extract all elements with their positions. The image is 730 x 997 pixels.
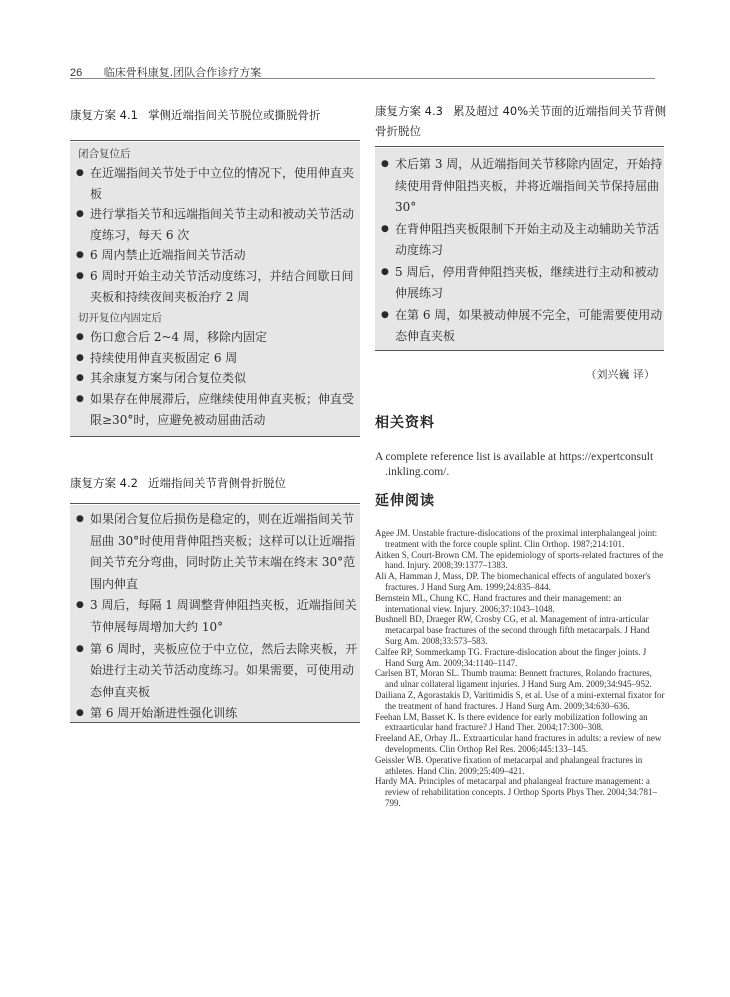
list-item: ● 术后第 3 周，从近端指间关节移除内固定，开始持续使用背伸阻挡夹板，并将近端指间关节保持屈曲 30° [375,154,664,219]
protocol-4-1-title [70,105,320,125]
protocol-4-2-list [70,509,360,725]
protocol-4-2-label: 康复方案 4.2 [70,476,138,490]
closed-reduction-heading: 闭合复位后 [78,148,131,160]
reference-entry: Bernstein ML, Chung KC. Hand fractures and their management: an international view. Injury. 2006;37:1043–1048. [375,592,622,614]
reference-entry: Dailiana Z, Agorastakis D, Varitimidis S, et al. Use of a mini-external fixator for the treatment of hand fractures. J Hand Surg Am. 2009;34:630–636. [375,689,665,711]
list-item: ● 6 周时开始主动关节活动度练习，并结合间歇日间夹板和持续夜间夹板治疗 2 周 [70,266,360,307]
further-reading-heading: 延伸阅读 [375,493,435,509]
protocol-4-3-title [375,101,667,141]
list-item: ● 进行掌指关节和远端指间关节主动和被动关节活动度练习，每天 6 次 [70,204,360,245]
protocol-4-1-label: 康复方案 4.1 [70,108,138,122]
reference-entry: Feehan LM, Basset K. Is there evidence for early mobilization following an extraarticular hand fracture? J Hand Ther. 2004;17:300–308. [375,711,648,733]
list-item: ● 3 周后，每隔 1 周调整背伸阻挡夹板，近端指间关节伸展每周增加大约 10° [70,595,360,638]
protocol-4-3-label: 康复方案 4.3 [375,104,443,118]
header-divider [70,78,655,79]
further-reading-list [375,528,667,809]
reference-entry: Bushnell BD, Draeger RW, Crosby CG, et al. Management of intra-articular metacarpal base fractures of the second through fifth metacarpals. J Hand Surg Am. 2008;33:573–583. [375,614,650,646]
reference-note-line-1: A complete reference list is available at https://expertconsult [375,451,654,463]
running-title: 临床骨科康复.团队合作诊疗方案 [103,66,262,79]
reference-entry: Carlsen BT, Moran SL. Thumb trauma: Bennett fractures, Rolando fractures, and ulnar collateral ligament injuries. J Hand Surg Am. 2009;34:945–952. [375,668,652,690]
reference-entry: Hardy MA. Principles of metacarpal and phalangeal fracture management: a review of rehabilitation concepts. J Orthop Sports Phys Ther. 2004;34:781–799. [375,776,658,808]
list-item: ● 在近端指间关节处于中立位的情况下，使用伸直夹板 [70,163,360,204]
protocol-4-2-box [70,505,360,723]
reference-entry: Ali A, Hamman J, Mass, DP. The biomechanical effects of angulated boxer's fractures. J Hand Surg Am. 1999;24:835–844. [375,571,651,592]
list-item: ● 持续使用伸直夹板固定 6 周 [70,348,360,369]
reference-entry: Aitken S, Court-Brown CM. The epidemiology of sports-related fractures of the hand. Injury. 2008;39:1377–1383. [375,549,664,571]
open-reduction-heading: 切开复位内固定后 [78,312,162,325]
reference-entry: Freeland AE, Orbay JL. Extraarticular hand fractures in adults: a review of new developments. Clin Orthop Rel Res. 2006;445:133–145. [375,733,662,754]
protocol-4-3-box [375,148,664,351]
protocol-4-2-rule [70,503,360,504]
translator-credit: （刘兴巍 译） [585,368,655,381]
list-item: ● 第 6 周开始渐进性强化训练 [70,703,360,725]
protocol-4-2-title [70,473,286,493]
reference-entry: Calfee RP, Sommerkamp TG. Fracture-dislocation about the finger joints. J Hand Surg Am. 2009;34:1140–1147. [375,646,647,668]
protocol-4-2-heading: 近端指间关节背侧骨折脱位 [147,476,286,490]
protocol-4-1-heading: 掌侧近端指间关节脱位或撕脱骨折 [147,108,321,122]
related-resources-heading: 相关资料 [375,415,435,431]
page-number: 26 [70,67,83,79]
protocol-4-1-box [70,142,360,437]
list-item: ● 在第 6 周，如果被动伸展不完全，可能需要使用动态伸直夹板 [375,305,664,348]
list-item: ● 如果存在伸展滞后，应继续使用伸直夹板；伸直受限≥30°时，应避免被动屈曲活动 [70,389,360,430]
protocol-4-1-rule [70,140,360,141]
protocol-4-3-list [375,154,664,348]
reference-entry: Geissler WB. Operative fixation of metacarpal and phalangeal fractures in athletes. Hand Clin. 2009;25:409–421. [375,754,643,776]
list-item: ● 如果闭合复位后损伤是稳定的，则在近端指间关节屈曲 30°时使用背伸阻挡夹板；这样可以让近端指间关节充分弯曲，同时防止关节末端在终末 30°范围内伸直 [70,509,360,595]
list-item: ● 其余康复方案与闭合复位类似 [70,368,360,389]
protocol-4-3-rule [375,146,664,147]
protocol-4-3-heading: 累及超过 40%关节面的近端指间关节背侧骨折脱位 [375,104,667,138]
reference-entry: Agee JM. Unstable fracture-dislocations of the proximal interphalangeal joint: treatment with the force couple splint. Clin Orthop. 1987;214:101. [375,528,658,549]
reference-note [375,450,667,480]
list-item: ● 6 周内禁止近端指间关节活动 [70,245,360,266]
list-item: ● 第 6 周时，夹板应位于中立位，然后去除夹板，开始进行主动关节活动度练习。如果需要，可使用动态伸直夹板 [70,639,360,704]
list-item: ● 伤口愈合后 2~4 周，移除内固定 [70,327,360,348]
open-reduction-list [70,327,360,430]
closed-reduction-list [70,163,360,307]
list-item: ● 5 周后，停用背伸阻挡夹板，继续进行主动和被动伸展练习 [375,262,664,305]
list-item: ● 在背伸阻挡夹板限制下开始主动及主动辅助关节活动度练习 [375,219,664,262]
reference-note-line-2: .inkling.com/. [385,466,450,478]
